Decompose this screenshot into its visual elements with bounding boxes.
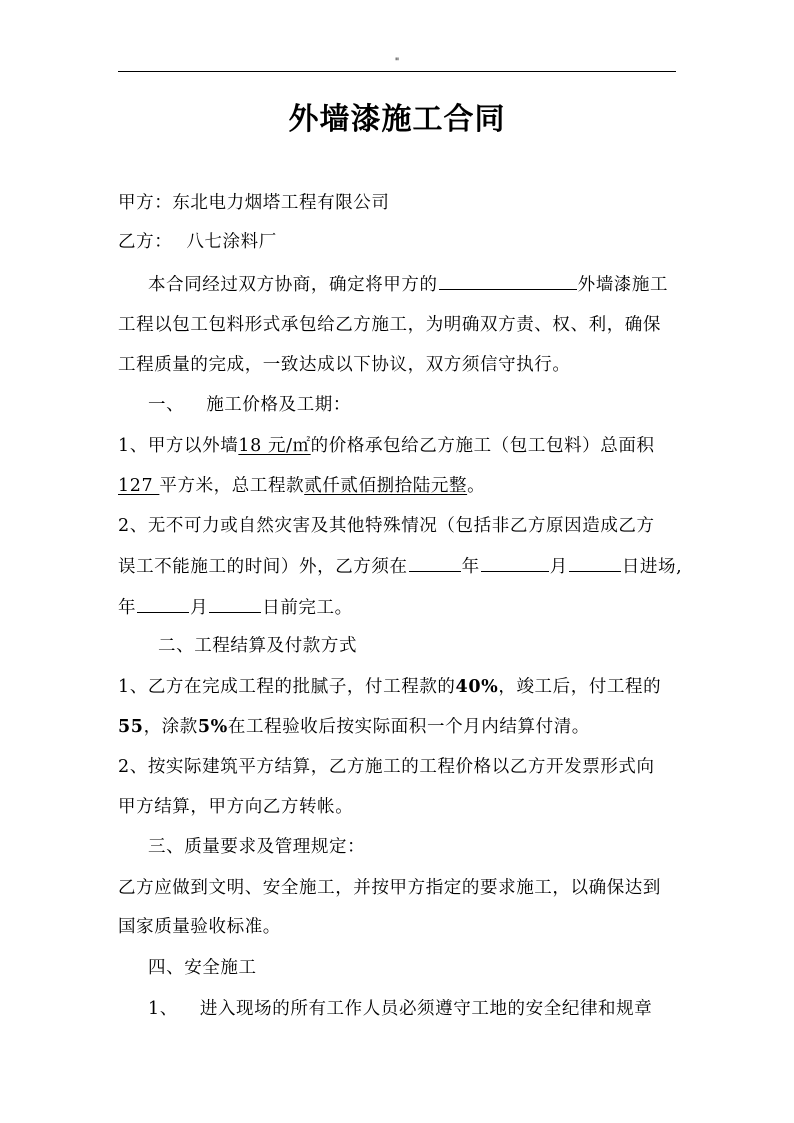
section4-item1-line1	[148, 996, 716, 1022]
section2-item2-line1: 2、按实际建筑平方结算，乙方施工的工程价格以乙方开发票形式向	[118, 757, 655, 777]
section3-heading: 三、质量要求及管理规定：	[148, 837, 366, 857]
start-year-label: 年	[461, 557, 480, 577]
section2-item1-text2: ，竣工后，付工程的	[498, 677, 662, 697]
section1-item1-text3: 平方米，总工程款	[159, 476, 305, 496]
start-year-blank	[409, 553, 461, 572]
party-b-name: 八七涂料厂	[186, 232, 277, 252]
start-month-label: 月	[549, 557, 568, 577]
party-a-name: 东北电力烟塔工程有限公司	[172, 193, 390, 213]
section1-item2-text3: 日前完工。	[262, 598, 353, 618]
section4-item1-number: 1、	[148, 999, 178, 1019]
section2-item1-line2	[118, 714, 686, 740]
party-b-label: 乙方：	[118, 232, 173, 252]
header-mark: "	[394, 57, 400, 68]
intro-line-1	[148, 271, 716, 298]
section1-item2-text1: 误工不能施工的时间）外，乙方须在	[118, 557, 408, 577]
project-name-blank	[439, 271, 577, 290]
party-a-label: 甲方：	[118, 193, 173, 213]
section2-item1-text1: 1、乙方在完成工程的批腻子，付工程款的	[118, 677, 456, 697]
section1-item2-text2: 日进场,	[621, 557, 683, 577]
end-month-label: 月	[190, 598, 209, 618]
section1-item2-line3	[118, 594, 686, 621]
section1-heading	[148, 392, 716, 418]
section1-heading-text: 施工价格及工期：	[206, 395, 352, 415]
section1-item1-line1	[118, 433, 686, 459]
section2-item1-line1	[118, 674, 686, 700]
section4-heading: 四、安全施工	[148, 958, 257, 978]
start-month-blank	[481, 553, 549, 572]
section2-item1-text3: ，涂款	[143, 717, 198, 737]
end-day-blank	[209, 594, 261, 613]
number-55: 55	[118, 717, 144, 737]
section1-item1-text1: 1、甲方以外墙	[118, 436, 239, 456]
section1-item1-text4: 。	[467, 476, 486, 496]
intro-text-2: 外墙漆施工	[577, 275, 669, 295]
section2-item1-text4: 在工程验收后按实际面积一个月内结算付清。	[227, 717, 590, 737]
section4-item1-text: 进入现场的所有工作人员必须遵守工地的安全纪律和规章	[199, 999, 653, 1019]
intro-line-2: 工程以包工包料形式承包给乙方施工，为明确双方责、权、利，确保	[118, 315, 661, 335]
section3-line1: 乙方应做到文明、安全施工，并按甲方指定的要求施工，以确保达到	[118, 878, 661, 898]
section1-item1-text2: 的价格承包给乙方施工（包工包料）总面积	[310, 436, 655, 456]
section1-item2-line2	[118, 553, 686, 580]
party-a-line	[118, 190, 686, 216]
section3-line2: 国家质量验收标准。	[118, 917, 281, 937]
percent-40: 40%	[455, 677, 499, 697]
intro-text-1: 本合同经过双方协商，确定将甲方的	[148, 275, 438, 295]
document-title: 外墙漆施工合同	[288, 102, 506, 137]
total-amount: 贰仟贰佰捌拾陆元整	[304, 476, 468, 496]
end-month-blank	[137, 594, 189, 613]
intro-line-3: 工程质量的完成，一致达成以下协议，双方须信守执行。	[118, 355, 571, 375]
start-day-blank	[569, 553, 621, 572]
section2-heading: 二、工程结算及付款方式	[158, 636, 358, 656]
total-area: 127	[118, 476, 160, 496]
percent-5: 5%	[197, 717, 228, 737]
section1-item1-line2	[118, 473, 686, 499]
header-rule	[118, 71, 676, 72]
party-b-line	[118, 229, 686, 255]
section2-item2-line2: 甲方结算，甲方向乙方转帐。	[118, 797, 354, 817]
section1-item2-line1: 2、无不可力或自然灾害及其他特殊情况（包括非乙方原因造成乙方	[118, 516, 655, 536]
end-year-label: 年	[118, 598, 137, 618]
section1-number: 一、	[148, 395, 185, 415]
unit-price: 18 元/㎡	[238, 436, 311, 456]
